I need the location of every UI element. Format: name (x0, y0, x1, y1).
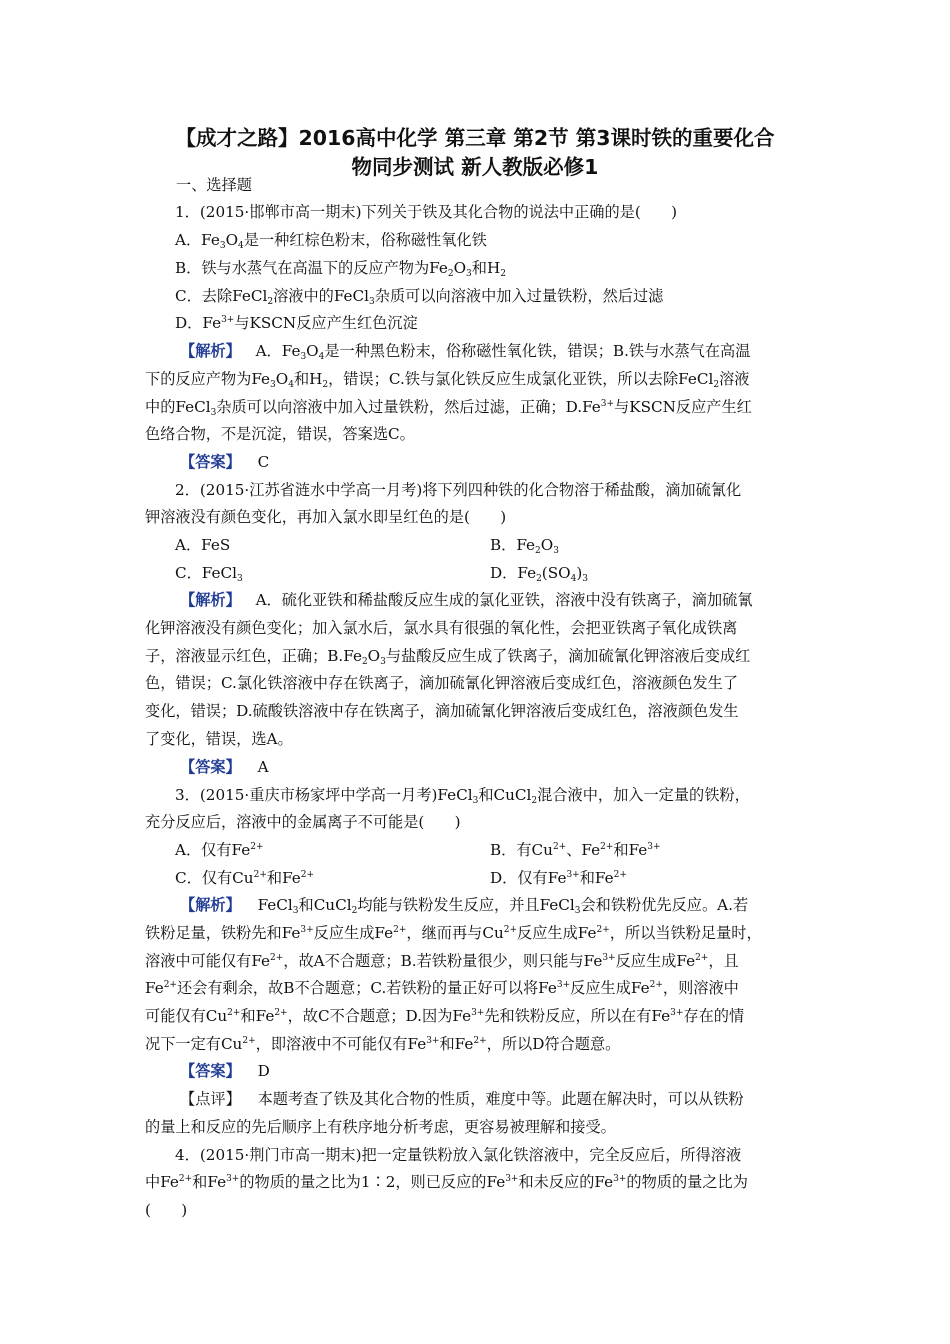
q3-option-c: C．仅有$Cu^{2+}$和$Fe^{2+}$ (175, 869, 315, 887)
q3-answer: D (257, 1062, 270, 1080)
q3-answer-tag: 【答案】 (180, 1062, 241, 1080)
q2-analysis-tag: 【解析】 (180, 591, 241, 609)
q3-analysis-line-4: $Fe^{2+}$还会有剩余，故B不合题意；C.若铁粉的量正好可以将$Fe^{3+}$反应生成$Fe^{2+}$，则溶液中 (145, 979, 739, 997)
q3-comment-tag: 【点评】 (180, 1090, 241, 1108)
q3-analysis-line-5: 可能仅有$Cu^{2+}$和$Fe^{2+}$，故C不合题意；D.因为$Fe^{3+}$先和铁粉反应，所以在有$Fe^{3+}$存在的情 (145, 1007, 745, 1025)
q1-analysis-line-2: 下的反应产物为$Fe_3O_4$和$H_2$，错误；C.铁与氯化铁反应生成氯化亚铁，所以去除FeCl$_2$溶液 (145, 370, 750, 390)
q2-analysis-line-2: 化钾溶液没有颜色变化；加入氯水后，氯水具有很强的氧化性，会把亚铁离子氧化成铁离 (145, 619, 738, 637)
q2-analysis-line-6: 了变化，错误，选A。 (145, 730, 293, 748)
document-title (120, 124, 830, 182)
q2-answer-tag: 【答案】 (180, 758, 241, 776)
q2-stem-line-2: 钾溶液没有颜色变化，再加入氯水即呈红色的是( ) (145, 508, 507, 526)
q1-option-d: D．$Fe^{3+}$与KSCN反应产生红色沉淀 (175, 314, 418, 332)
title-line-2: 物同步测试 新人教版必修1 (351, 155, 599, 179)
q2-analysis-line-5: 变化，错误；D.硫酸铁溶液中存在铁离子，滴加硫氰化钾溶液后变成红色，溶液颜色发生 (145, 702, 739, 720)
q1-option-c: C．去除FeCl$_2$溶液中的FeCl$_3$杂质可以向溶液中加入过量铁粉，然后过滤 (175, 287, 664, 307)
q1-analysis-line-4: 色络合物，不是沉淀，错误，答案选C。 (145, 425, 415, 443)
q1-answer-tag: 【答案】 (180, 453, 241, 471)
title-line-1: 【成才之路】2016高中化学 第三章 第2节 第3课时铁的重要化合 (175, 126, 775, 150)
q3-option-b: B．有$Cu^{2+}$、$Fe^{2+}$和$Fe^{3+}$ (490, 841, 661, 859)
q1-analysis-line-1: A．$Fe_3O_4$是一种黑色粉末，俗称磁性氧化铁，错误；B.铁与水蒸气在高温 (255, 342, 751, 362)
q2-analysis-line-3: 子，溶液显示红色，正确；$B.Fe_2O_3$与盐酸反应生成了铁离子，滴加硫氰化钾溶液后变成红 (145, 647, 751, 667)
q3-analysis-line-3: 溶液中可能仅有$Fe^{2+}$，故A不合题意；B.若铁粉量很少，则只能与$Fe^{3+}$反应生成$Fe^{2+}$，且 (145, 952, 739, 970)
q1-analysis-line-3: 中的FeCl$_3$杂质可以向溶液中加入过量铁粉，然后过滤，正确；$D.Fe^{3+}$与KSCN反应产生红 (145, 398, 752, 418)
q3-analysis-tag: 【解析】 (180, 896, 241, 914)
q4-stem-line-2: 中$Fe^{2+}$和$Fe^{3+}$的物质的量之比为1∶2，则已反应的$Fe^{3+}$和未反应的$Fe^{3+}$的物质的量之比为 (145, 1173, 748, 1191)
q1-answer: C (257, 453, 270, 471)
q3-option-d: D．仅有$Fe^{3+}$和$Fe^{2+}$ (490, 869, 627, 887)
q1-stem: 1．(2015·邯郸市高一期末)下列关于铁及其化合物的说法中正确的是( ) (175, 203, 678, 221)
q4-stem-line-3: ( ) (145, 1201, 188, 1219)
q1-analysis-tag: 【解析】 (180, 342, 241, 360)
q4-stem-line-1: 4．(2015·荆门市高一期末)把一定量铁粉放入氯化铁溶液中，完全反应后，所得溶液 (175, 1146, 742, 1164)
q2-analysis-line-1: A．硫化亚铁和稀盐酸反应生成的氯化亚铁，溶液中没有铁离子，滴加硫氰 (255, 591, 753, 609)
q3-analysis-line-2: 铁粉足量，铁粉先和$Fe^{3+}$反应生成$Fe^{2+}$，继而再与$Cu^{2+}$反应生成$Fe^{2+}$，所以当铁粉足量时， (145, 924, 762, 942)
q2-analysis-line-4: 色，错误；C.氯化铁溶液中存在铁离子，滴加硫氰化钾溶液后变成红色，溶液颜色发生了 (145, 674, 739, 692)
q3-analysis-line-1: FeCl$_3$和CuCl$_2$均能与铁粉发生反应，并且FeCl$_3$会和铁粉优先反应。A.若 (257, 896, 749, 916)
q3-comment-line-2: 的量上和反应的先后顺序上有秩序地分析考虑，更容易被理解和接受。 (145, 1118, 616, 1136)
q2-answer: A (257, 758, 269, 776)
q2-stem-line-1: 2．(2015·江苏省涟水中学高一月考)将下列四种铁的化合物溶于稀盐酸，滴加硫氰化 (175, 481, 742, 499)
q1-option-b: B．铁与水蒸气在高温下的反应产物为$Fe_2O_3$和$H_2$ (175, 259, 506, 279)
section-heading: 一、选择题 (176, 176, 252, 194)
q3-analysis-line-6: 况下一定有$Cu^{2+}$，即溶液中不可能仅有$Fe^{3+}$和$Fe^{2+}$，所以D符合题意。 (145, 1035, 621, 1053)
q1-option-a: A．$Fe_3O_4$是一种红棕色粉末，俗称磁性氧化铁 (175, 231, 487, 251)
q2-option-b: B．$Fe_2O_3$ (490, 536, 559, 556)
q3-comment-line-1: 本题考查了铁及其化合物的性质，难度中等。此题在解决时，可以从铁粉 (257, 1090, 744, 1108)
q3-option-a: A．仅有$Fe^{2+}$ (175, 841, 264, 859)
q3-stem-line-1: 3．(2015·重庆市杨家坪中学高一月考)FeCl$_3$和CuCl$_2$混合液中，加入一定量的铁粉， (175, 786, 750, 806)
q2-option-d: D．$Fe_2(SO_4)_3$ (490, 564, 588, 584)
q2-option-c: C．FeCl$_3$ (175, 564, 243, 584)
q2-option-a: A．FeS (175, 536, 231, 554)
q3-stem-line-2: 充分反应后，溶液中的金属离子不可能是( ) (145, 813, 461, 831)
